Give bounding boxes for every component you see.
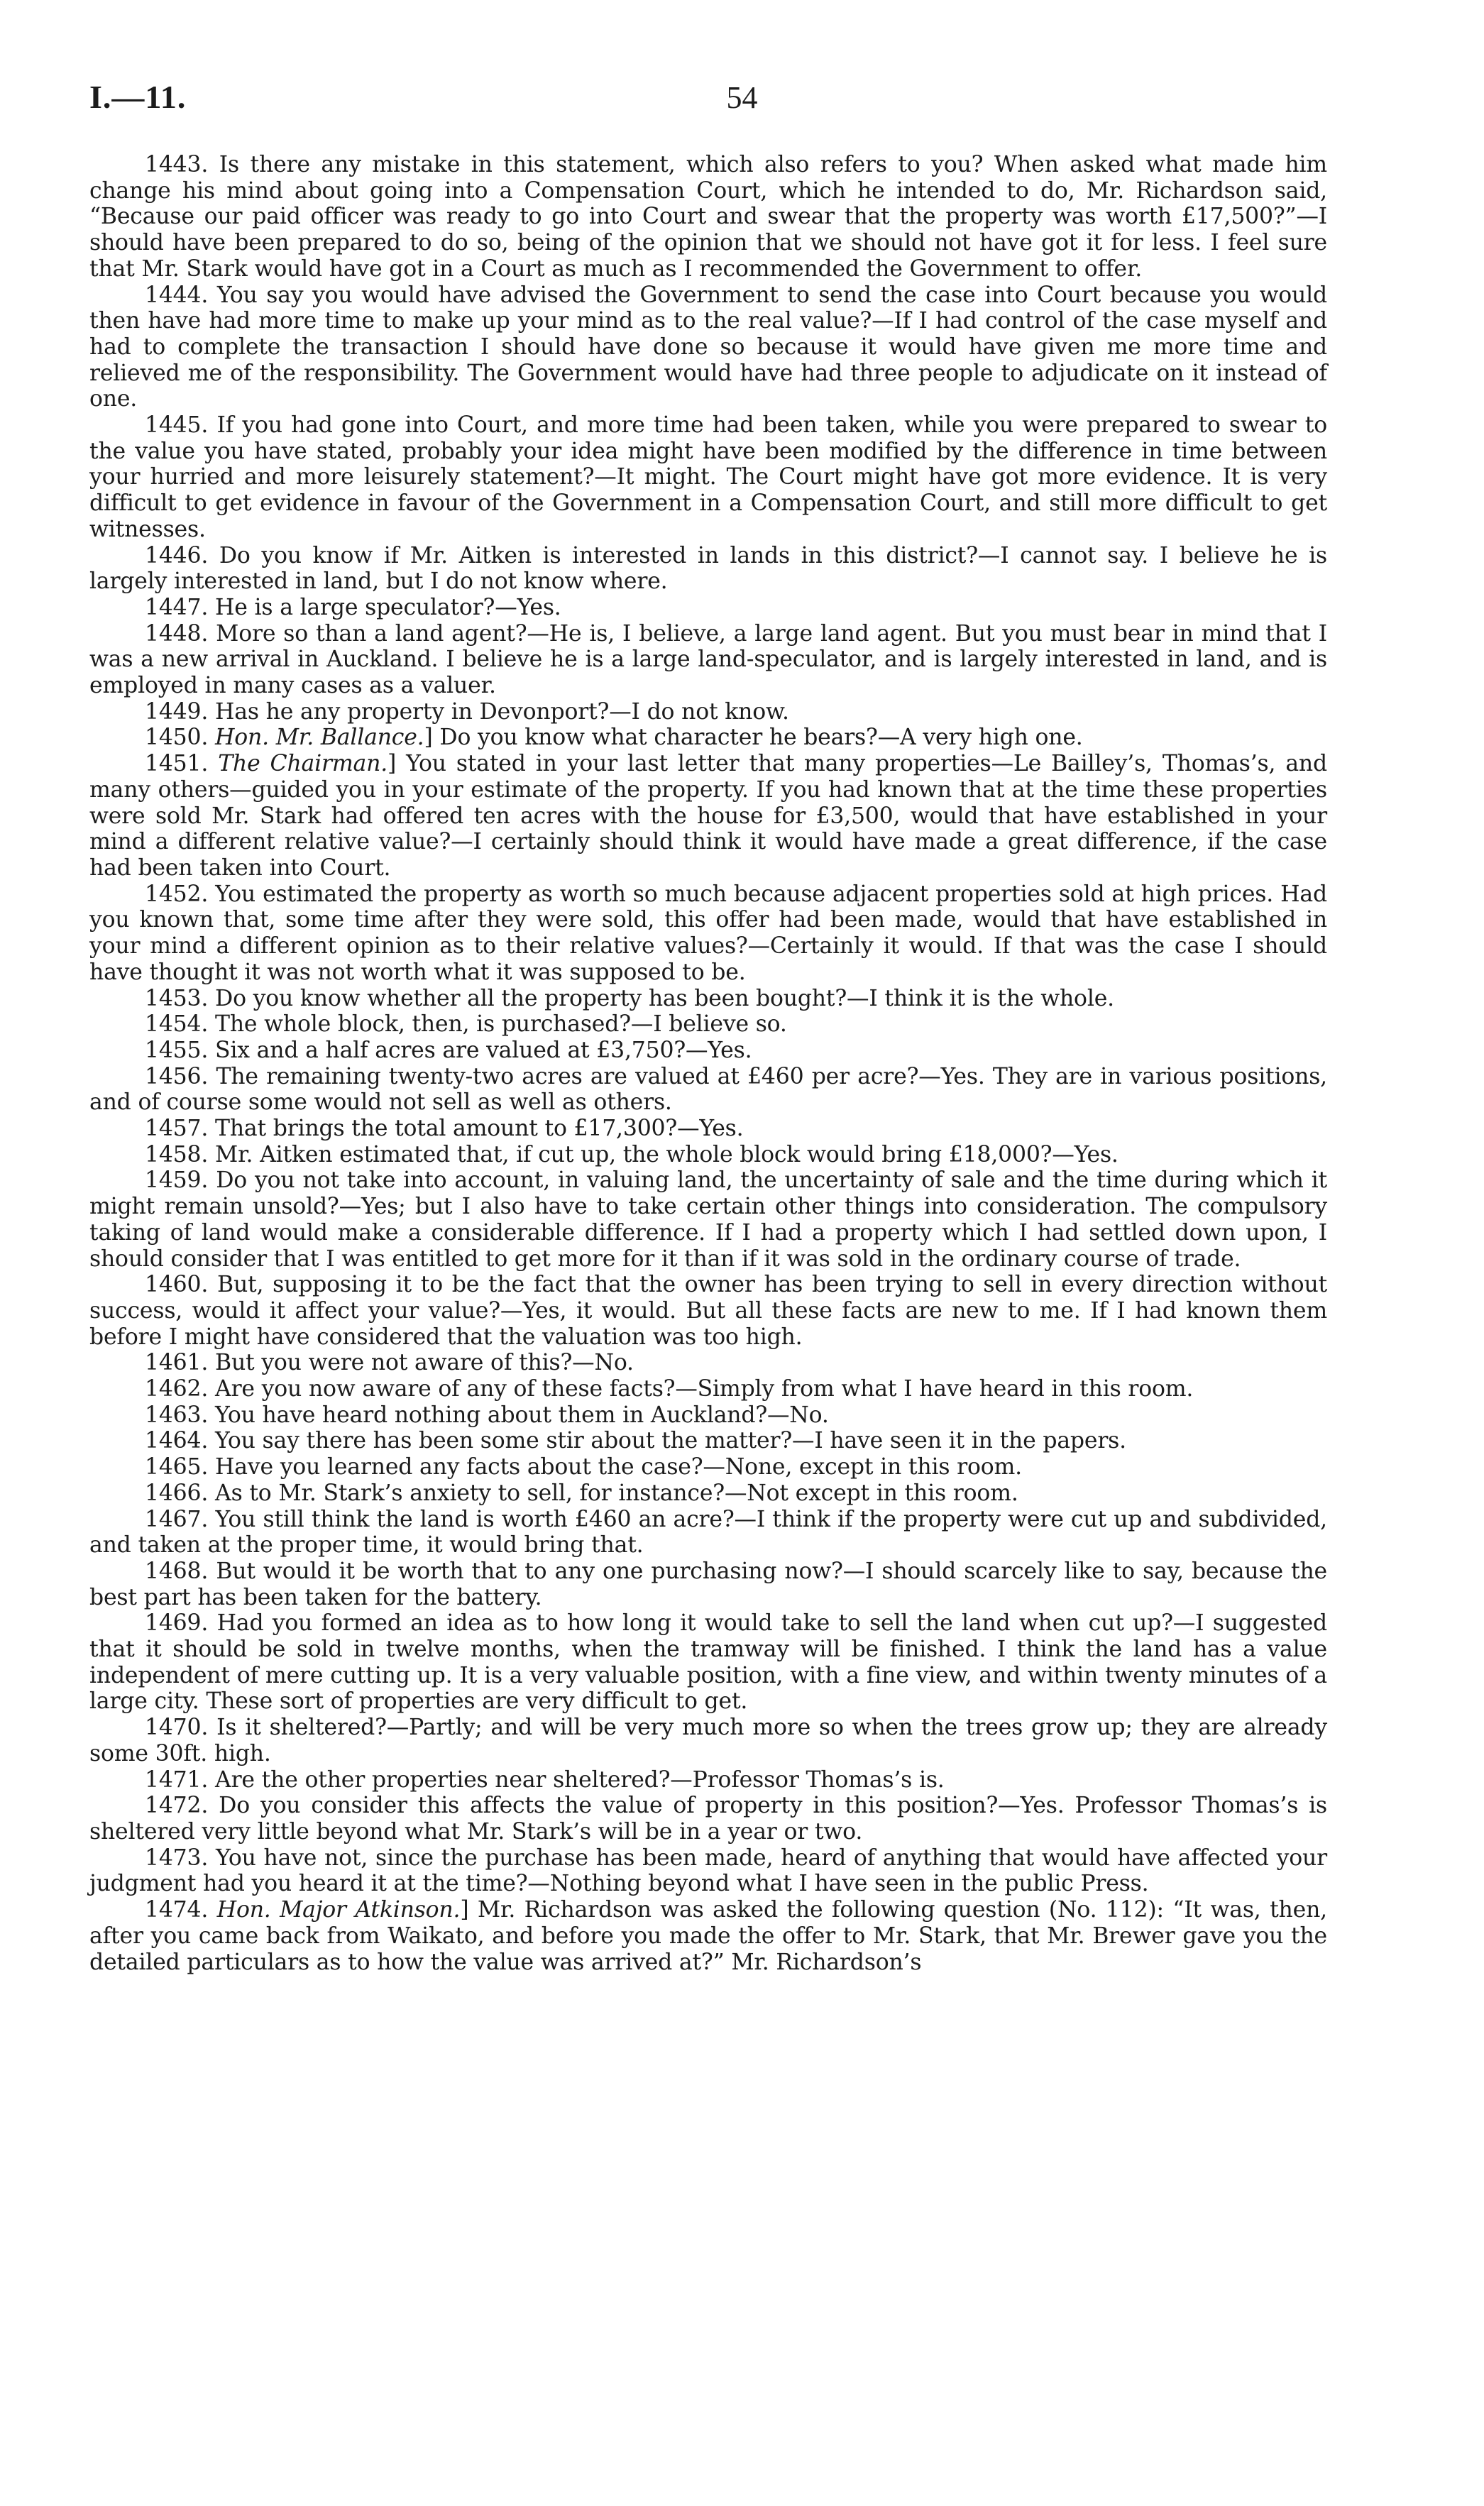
question-number: 1473. xyxy=(145,1845,209,1871)
evidence-paragraph xyxy=(89,1715,1327,1766)
question-number: 1461. xyxy=(145,1350,209,1376)
question-and-answer-text: You say you would have advised the Government to send the case into Court because you would then have had more time to make up your mind as to the real value?—If I had control of the case myself and had to complete the transaction I should have done so because it would have given me more time and relieved me of the responsibility. The Government would have had three people to adjudicate on it instead of one. xyxy=(89,282,1327,412)
evidence-paragraph xyxy=(89,725,1327,751)
question-number: 1466. xyxy=(145,1480,209,1506)
speaker-name: Hon. Major Atkinson. xyxy=(216,1897,461,1923)
question-and-answer-text: That brings the total amount to £17,300?—Yes. xyxy=(215,1116,744,1142)
evidence-paragraph xyxy=(89,1559,1327,1610)
question-and-answer-text: He is a large speculator?—Yes. xyxy=(215,594,561,620)
question-and-answer-text: Mr. Richardson was asked the following question (No. 112): “It was, then, after you came back from Waikato, and before you made the offer to Mr. Stark, that Mr. Brewer gave you the detailed particulars as to how the value was arrived at?” Mr. Richardson’s xyxy=(89,1897,1327,1975)
evidence-paragraph xyxy=(89,412,1327,543)
evidence-paragraph xyxy=(89,986,1327,1012)
question-number: 1454. xyxy=(145,1011,209,1038)
question-number: 1470. xyxy=(145,1715,209,1741)
evidence-paragraph xyxy=(89,1897,1327,1975)
question-number: 1463. xyxy=(145,1402,209,1428)
question-number: 1446. xyxy=(145,542,209,568)
evidence-paragraph xyxy=(89,1064,1327,1116)
evidence-paragraph xyxy=(89,1610,1327,1715)
question-number: 1472. xyxy=(145,1793,209,1819)
question-number: 1455. xyxy=(145,1037,209,1063)
evidence-paragraph xyxy=(89,1767,1327,1793)
question-and-answer-text: But you were not aware of this?—No. xyxy=(215,1350,634,1376)
question-and-answer-text: You estimated the property as worth so much because adjacent properties sold at high prices. Had you known that, some time after they were sold, this offer had been made, would that have established in your mind a different opinion as to their relative values?—Certainly it would. If that was the case I should have thought it was not worth what it was supposed to be. xyxy=(89,881,1327,985)
evidence-paragraph xyxy=(89,1038,1327,1064)
question-number: 1449. xyxy=(145,698,209,725)
question-and-answer-text: But would it be worth that to any one purchasing now?—I should scarcely like to say, because the best part has been taken for the battery. xyxy=(89,1558,1327,1610)
evidence-paragraph xyxy=(89,699,1327,725)
question-and-answer-text: Do you not take into account, in valuing land, the uncertainty of sale and the time during which it might remain unsold?—Yes; but I also have to take certain other things into consideration. The compulsory taking of land would make a considerable difference. If I had a property which I had settled down upon, I should consider that I was entitled to get more for it than if it was sold in the ordinary course of trade. xyxy=(89,1167,1327,1272)
question-and-answer-text: Six and a half acres are valued at £3,750?—Yes. xyxy=(215,1037,752,1063)
page-number: 54 xyxy=(726,80,758,115)
evidence-paragraph xyxy=(89,751,1327,881)
question-and-answer-text: You stated in your last letter that many properties—Le Bailley’s, Thomas’s, and many others—guided you in your estimate of the property. If you had known that at the time these properties were sold Mr. Stark had offered ten acres with the house for £3,500, would that have established in your mind a different relative value?—I certainly should think it would have made a great difference, if the case had been taken into Court. xyxy=(89,751,1327,881)
evidence-paragraph xyxy=(89,1011,1327,1038)
question-number: 1453. xyxy=(145,985,209,1011)
question-and-answer-text: More so than a land agent?—He is, I believe, a large land agent. But you must bear in mind that I was a new arrival in Auckland. I believe he is a large land-speculator, and is largely interested in land, and is employed in many cases as a valuer. xyxy=(89,620,1327,699)
question-number: 1468. xyxy=(145,1558,209,1584)
evidence-paragraph xyxy=(89,595,1327,621)
question-number: 1456. xyxy=(145,1063,209,1089)
question-number: 1457. xyxy=(145,1116,209,1142)
question-and-answer-text: Do you know if Mr. Aitken is interested in lands in this district?—I cannot say. I believe he is largely interested in land, but I do not know where. xyxy=(89,542,1327,595)
question-number: 1460. xyxy=(145,1272,209,1298)
evidence-paragraph xyxy=(89,1350,1327,1376)
evidence-paragraph xyxy=(89,1402,1327,1429)
question-number: 1450. xyxy=(145,725,209,751)
speaker-bracket: ] xyxy=(460,1897,469,1923)
question-number: 1471. xyxy=(145,1766,209,1793)
question-and-answer-text: Are the other properties near sheltered?—Professor Thomas’s is. xyxy=(215,1766,945,1793)
question-and-answer-text: You say there has been some stir about the matter?—I have seen it in the papers. xyxy=(215,1428,1126,1454)
question-number: 1443. xyxy=(145,152,209,177)
evidence-paragraph xyxy=(89,1272,1327,1350)
question-and-answer-text: The remaining twenty-two acres are valued at £460 per acre?—Yes. They are in various positions, and of course some would not sell as well as others. xyxy=(89,1063,1327,1116)
speaker-bracket: ] xyxy=(424,725,433,751)
evidence-paragraph xyxy=(89,621,1327,699)
question-number: 1464. xyxy=(145,1428,209,1454)
question-and-answer-text: You have heard nothing about them in Auckland?—No. xyxy=(215,1402,829,1428)
evidence-paragraph xyxy=(89,1116,1327,1142)
question-and-answer-text: Have you learned any facts about the case?—None, except in this room. xyxy=(215,1454,1022,1480)
question-number: 1474. xyxy=(145,1897,209,1923)
question-and-answer-text: Is it sheltered?—Partly; and will be very much more so when the trees grow up; they are already some 30ft. high. xyxy=(89,1715,1327,1766)
question-number: 1451. xyxy=(145,751,209,777)
evidence-paragraph xyxy=(89,881,1327,986)
evidence-paragraph xyxy=(89,1167,1327,1272)
speaker-bracket: ] xyxy=(388,751,397,777)
paper-series-code: I.—11. xyxy=(89,79,187,115)
evidence-paragraph xyxy=(89,1454,1327,1480)
evidence-paragraph xyxy=(89,543,1327,595)
evidence-paragraph xyxy=(89,282,1327,413)
question-number: 1452. xyxy=(145,881,209,907)
evidence-paragraph xyxy=(89,1480,1327,1507)
page-header xyxy=(0,78,1484,121)
question-and-answer-text: As to Mr. Stark’s anxiety to sell, for instance?—Not except in this room. xyxy=(215,1480,1018,1506)
question-number: 1465. xyxy=(145,1454,209,1480)
question-and-answer-text: Are you now aware of any of these facts?—Simply from what I have heard in this room. xyxy=(215,1376,1194,1402)
question-and-answer-text: You have not, since the purchase has been made, heard of anything that would have affected your judgment had you heard it at the time?—Nothing beyond what I have seen in the public Press. xyxy=(89,1845,1327,1897)
question-number: 1444. xyxy=(145,282,209,308)
question-and-answer-text: Is there any mistake in this statement, which also refers to you? When asked what made him change his mind about going into a Compensation Court, which he intended to do, Mr. Richardson said, “Because our paid officer was ready to go into Court and swear that the property was worth £17,500?”—I should have been prepared to do so, being of the opinion that we should not have got it for less. I feel sure that Mr. Stark would have got in a Court as much as I recommended the Government to offer. xyxy=(89,152,1327,282)
evidence-paragraph xyxy=(89,1845,1327,1897)
question-and-answer-text: Do you consider this affects the value of property in this position?—Yes. Professor Thomas’s is sheltered very little beyond what Mr. Stark’s will be in a year or two. xyxy=(89,1793,1327,1845)
evidence-paragraph xyxy=(89,1142,1327,1168)
speaker-name: Hon. Mr. Ballance. xyxy=(215,725,424,751)
evidence-paragraph xyxy=(89,1793,1327,1845)
question-number: 1462. xyxy=(145,1376,209,1402)
evidence-paragraph xyxy=(89,1507,1327,1559)
evidence-paragraph xyxy=(89,1376,1327,1402)
question-and-answer-text: Has he any property in Devonport?—I do not know. xyxy=(215,698,789,725)
question-and-answer-text: If you had gone into Court, and more time had been taken, while you were prepared to swear to the value you have stated, probably your idea might have been modified by the difference in time between your hurried and more leisurely statement?—It might. The Court might have got more evidence. It is very difficult to get evidence in favour of the Government in a Compensation Court, and still more difficult to get witnesses. xyxy=(89,412,1327,542)
speaker-name: The Chairman. xyxy=(218,751,388,777)
evidence-body xyxy=(89,152,1327,1975)
question-and-answer-text: The whole block, then, is purchased?—I believe so. xyxy=(215,1011,787,1038)
question-number: 1447. xyxy=(145,594,209,620)
question-number: 1445. xyxy=(145,412,209,439)
question-and-answer-text: Do you know whether all the property has been bought?—I think it is the whole. xyxy=(215,985,1114,1011)
question-number: 1458. xyxy=(145,1141,209,1167)
question-number: 1448. xyxy=(145,620,209,647)
question-and-answer-text: Mr. Aitken estimated that, if cut up, the whole block would bring £18,000?—Yes. xyxy=(215,1141,1119,1167)
question-and-answer-text: Had you formed an idea as to how long it would take to sell the land when cut up?—I suggested that it should be sold in twelve months, when the tramway will be finished. I think the land has a value independent of mere cutting up. It is a very valuable position, with a fine view, and within twenty minutes of a large city. These sort of properties are very difficult to get. xyxy=(89,1610,1327,1715)
question-number: 1459. xyxy=(145,1167,209,1194)
evidence-paragraph xyxy=(89,152,1327,282)
question-number: 1467. xyxy=(145,1506,209,1532)
question-and-answer-text: But, supposing it to be the fact that the owner has been trying to sell in every direction without success, would it affect your value?—Yes, it would. But all these facts are new to me. If I had known them before I might have considered that the valuation was too high. xyxy=(89,1272,1327,1350)
evidence-paragraph xyxy=(89,1428,1327,1454)
question-number: 1469. xyxy=(145,1610,209,1637)
question-and-answer-text: You still think the land is worth £460 an acre?—I think if the property were cut up and subdivided, and taken at the proper time, it would bring that. xyxy=(89,1506,1327,1559)
question-and-answer-text: Do you know what character he bears?—A very high one. xyxy=(439,725,1083,751)
